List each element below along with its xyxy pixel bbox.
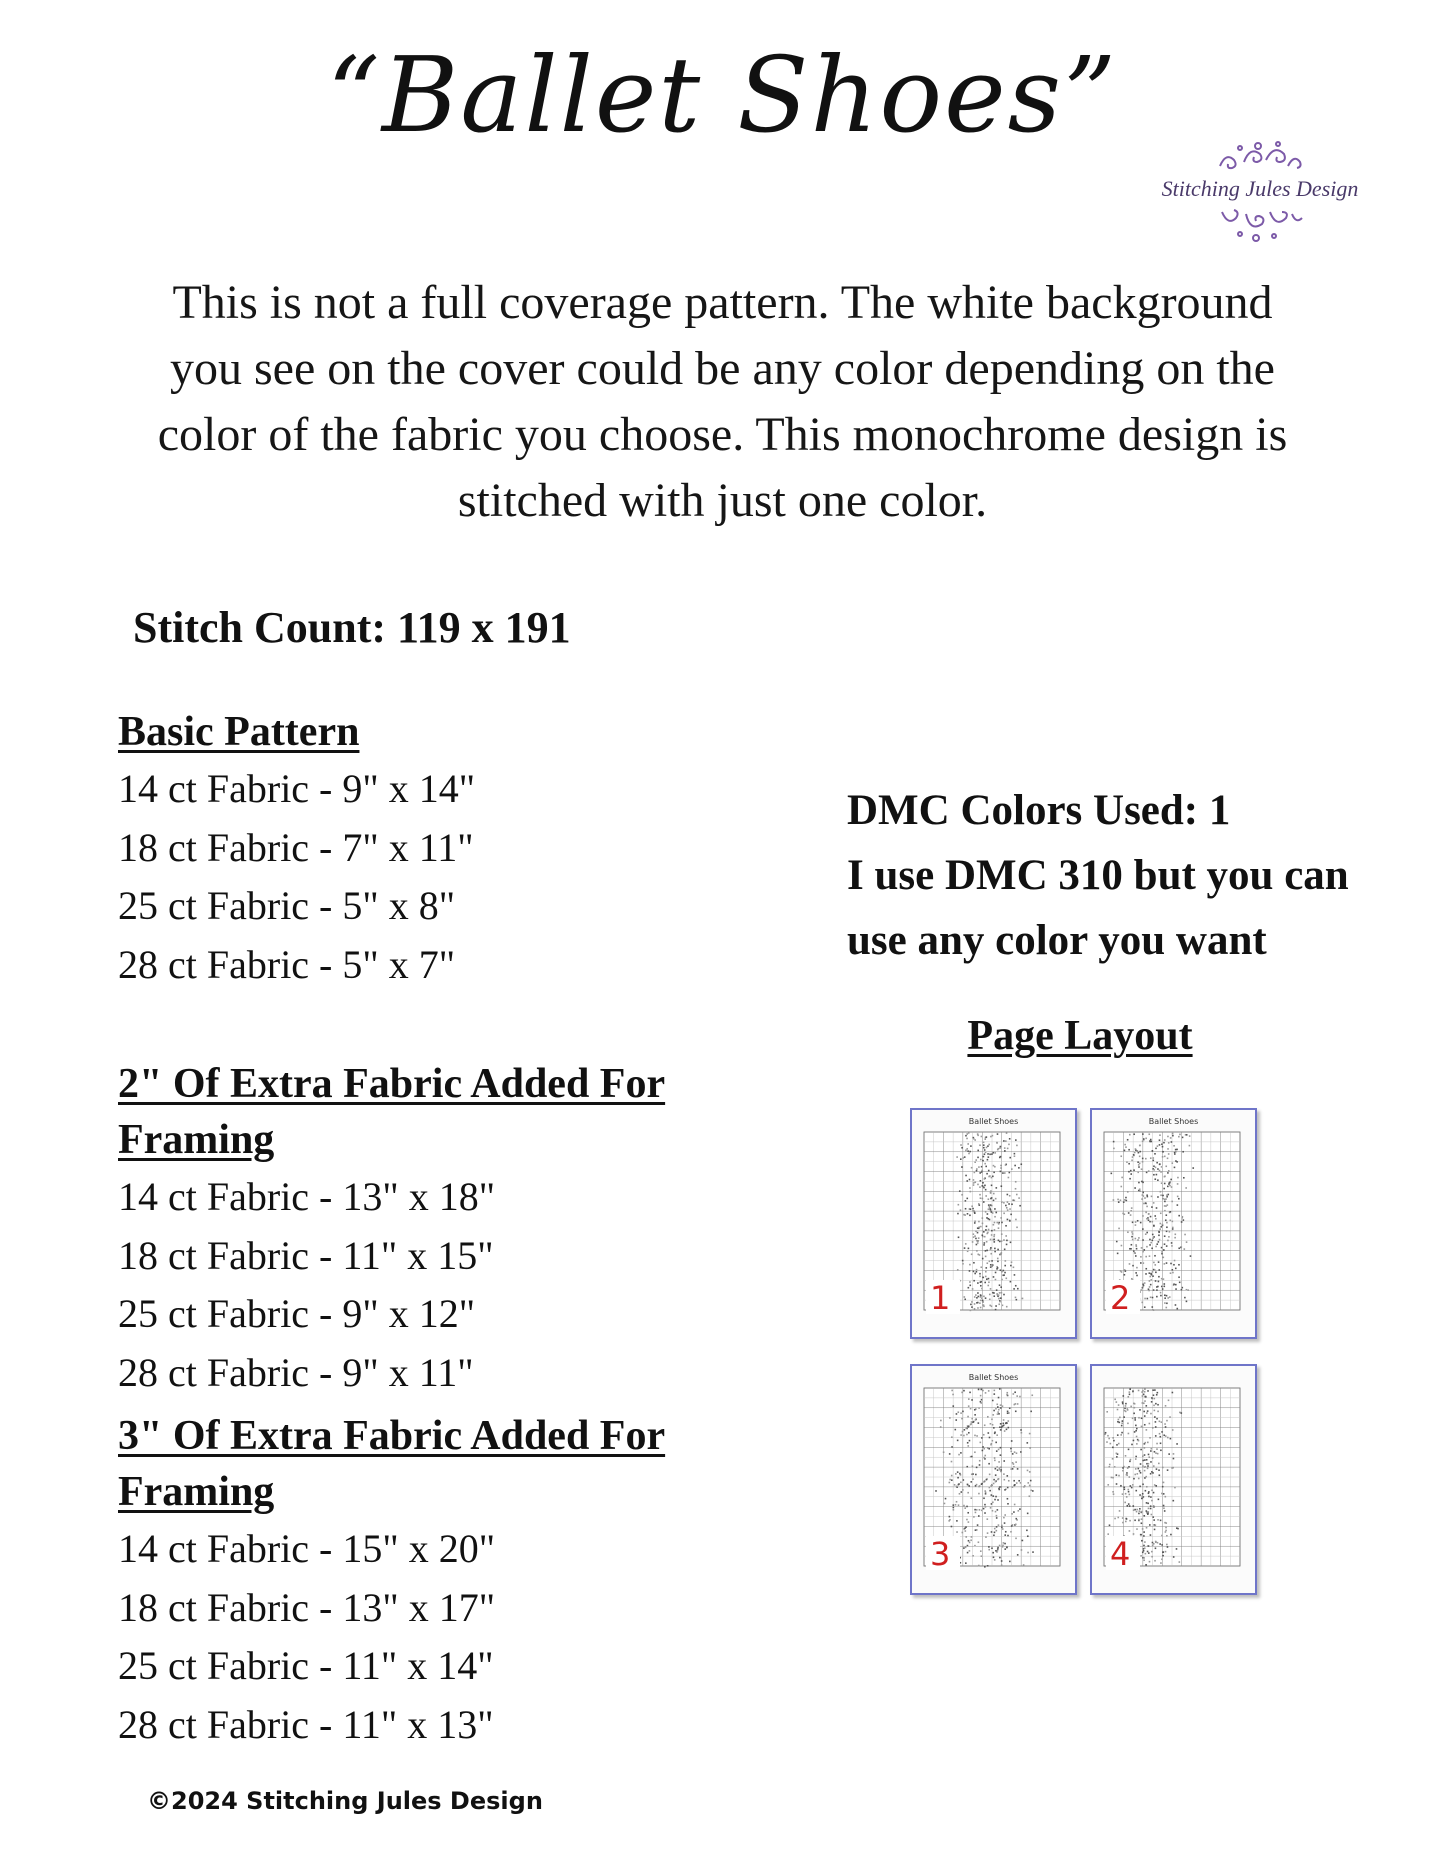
fabric-size-item: 25 ct Fabric - 9" x 12" bbox=[118, 1291, 476, 1336]
section-heading: Basic Pattern bbox=[118, 709, 360, 755]
pattern-chart-preview bbox=[1092, 1110, 1255, 1337]
fabric-size-item: 14 ct Fabric - 9" x 14" bbox=[118, 766, 476, 811]
copyright-footer: ©2024 Stitching Jules Design bbox=[147, 1787, 543, 1815]
fabric-size-item: 25 ct Fabric - 5" x 8" bbox=[118, 883, 456, 928]
page-thumbnail-3 bbox=[910, 1364, 1077, 1595]
thumbnail-title: Ballet Shoes bbox=[968, 1373, 1019, 1382]
dmc-colors-used: DMC Colors Used: 1 bbox=[847, 787, 1231, 834]
dmc-310-note: I use DMC 310 but you can bbox=[847, 852, 1349, 899]
swirl-top-icon bbox=[1200, 140, 1320, 174]
page-layout-heading: Page Layout bbox=[967, 1013, 1193, 1059]
basic-pattern-section bbox=[118, 704, 818, 994]
page-number-label: 4 bbox=[1110, 1535, 1131, 1573]
thumbnail-title: Ballet Shoes bbox=[968, 1117, 1019, 1126]
fabric-size-item: 18 ct Fabric - 11" x 15" bbox=[118, 1232, 494, 1278]
page-title: “Ballet Shoes” bbox=[326, 34, 1119, 156]
fabric-size-item: 18 ct Fabric - 7" x 11" bbox=[118, 824, 474, 870]
thumbnail-title: Ballet Shoes bbox=[1148, 1117, 1199, 1126]
extra-3in-section bbox=[118, 1408, 818, 1754]
brand-logo bbox=[1160, 140, 1360, 250]
pattern-chart-preview bbox=[1092, 1366, 1255, 1593]
stitch-count: Stitch Count: 119 x 191 bbox=[133, 603, 571, 652]
page-thumbnail-1 bbox=[910, 1108, 1077, 1339]
fabric-size-item: 18 ct Fabric - 13" x 17" bbox=[118, 1584, 496, 1630]
fabric-size-item: 28 ct Fabric - 5" x 7" bbox=[118, 941, 456, 987]
page-number-label: 2 bbox=[1110, 1279, 1131, 1317]
section-heading: 2" Of Extra Fabric Added For Framing bbox=[118, 1061, 666, 1163]
fabric-size-item: 14 ct Fabric - 15" x 20" bbox=[118, 1526, 496, 1571]
fabric-size-item: 28 ct Fabric - 9" x 11" bbox=[118, 1349, 474, 1395]
page-thumbnail-2 bbox=[1090, 1108, 1257, 1339]
extra-2in-section bbox=[118, 1056, 818, 1402]
dmc-colors-note bbox=[847, 778, 1407, 973]
fabric-size-item: 25 ct Fabric - 11" x 14" bbox=[118, 1643, 494, 1688]
page-number-label: 1 bbox=[930, 1279, 951, 1317]
dmc-any-color-note: use any color you want bbox=[847, 917, 1267, 964]
brand-name: Stitching Jules Design bbox=[1161, 176, 1359, 201]
page-thumbnail-4 bbox=[1090, 1364, 1257, 1595]
intro-paragraph: This is not a full coverage pattern. The white background you see on the cover could be any color depending on the color of the fabric you choose. This monochrome design is stitched with just one color. bbox=[157, 276, 1288, 527]
swirl-bottom-icon bbox=[1200, 204, 1320, 244]
fabric-size-item: 28 ct Fabric - 11" x 13" bbox=[118, 1701, 494, 1747]
pattern-chart-preview bbox=[912, 1366, 1075, 1593]
section-heading: 3" Of Extra Fabric Added For Framing bbox=[118, 1413, 666, 1515]
fabric-size-item: 14 ct Fabric - 13" x 18" bbox=[118, 1174, 496, 1219]
pattern-chart-preview bbox=[912, 1110, 1075, 1337]
page-number-label: 3 bbox=[930, 1535, 951, 1573]
